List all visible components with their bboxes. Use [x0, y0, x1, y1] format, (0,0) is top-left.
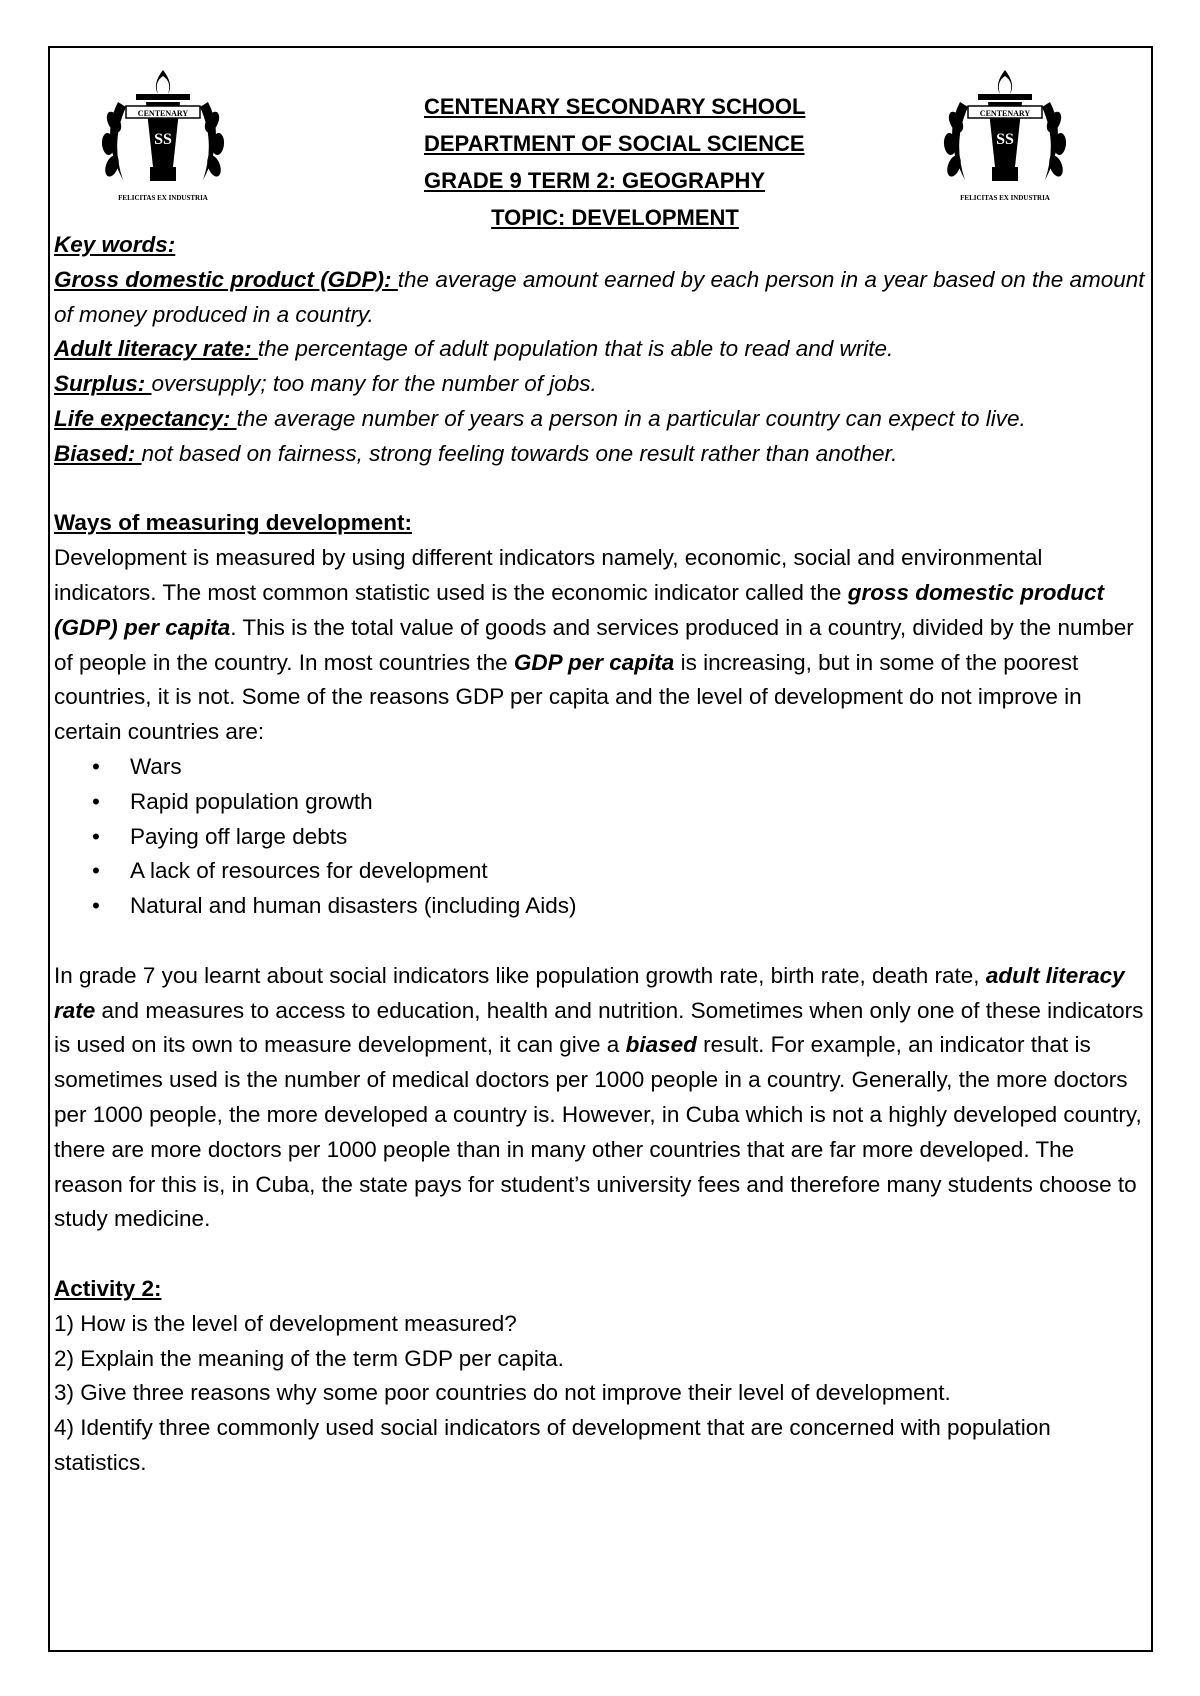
keyword-item: Adult literacy rate: the percentage of adult population that is able to read and write.: [54, 336, 894, 362]
school-crest-icon: [930, 62, 1080, 212]
keyword-item: Surplus: oversupply; too many for the number of jobs.: [54, 371, 597, 397]
document-header: [380, 88, 850, 236]
svg-text:FELICITAS EX INDUSTRIA: FELICITAS EX INDUSTRIA: [118, 194, 208, 202]
measuring-paragraph: Development is measured by using different indicators namely, economic, social and environmental indicators. The most common statistic used is the economic indicator called the gross domestic product (GDP) per capita. This is the total value of goods and services produced in a country, divided by the number of people in the country. In most countries the GDP per capita is increasing, but in some of the poorest countries, it is not. Some of the reasons GDP per capita and the level of development do not improve in certain countries are:: [54, 545, 1134, 745]
keywords-title: Key words:: [54, 232, 176, 257]
activity-title: Activity 2:: [54, 1275, 162, 1301]
keyword-item: Biased: not based on fairness, strong feeling towards one result rather than another.: [54, 440, 898, 466]
svg-text:FELICITAS EX INDUSTRIA: FELICITAS EX INDUSTRIA: [960, 194, 1050, 202]
svg-text:SS: SS: [154, 131, 172, 148]
list-item: • A lack of resources for development: [54, 854, 1146, 889]
topic-title: TOPIC: DEVELOPMENT: [491, 205, 739, 230]
svg-text:CENTENARY: CENTENARY: [979, 109, 1031, 118]
svg-text:SS: SS: [996, 131, 1014, 148]
svg-text:CENTENARY: CENTENARY: [137, 109, 189, 118]
document-body: [54, 228, 1146, 1481]
school-crest-icon: [88, 62, 238, 212]
list-item: • Paying off large debts: [54, 820, 1146, 855]
school-name: CENTENARY SECONDARY SCHOOL: [424, 94, 806, 119]
keyword-item: Life expectancy: the average number of years a person in a particular country can expect to live.: [54, 405, 1026, 431]
list-item: • Wars: [54, 750, 1146, 785]
department-name: DEPARTMENT OF SOCIAL SCIENCE: [424, 131, 805, 156]
keyword-item: Gross domestic product (GDP): the average amount earned by each person in a year based on the amount of money produced in a country.: [54, 266, 1145, 327]
activity-question: 1) How is the level of development measured?: [54, 1310, 517, 1336]
activity-question: 4) Identify three commonly used social indicators of development that are concerned with population statistics.: [54, 1415, 1051, 1475]
activity-question: 3) Give three reasons why some poor countries do not improve their level of development.: [54, 1380, 951, 1406]
list-item: • Natural and human disasters (including Aids): [54, 889, 1146, 924]
list-item: • Rapid population growth: [54, 785, 1146, 820]
activity-question: 2) Explain the meaning of the term GDP per capita.: [54, 1345, 564, 1371]
reasons-list: [54, 750, 1146, 924]
social-indicators-paragraph: In grade 7 you learnt about social indicators like population growth rate, birth rate, death rate, adult literacy rate and measures to access to education, health and nutrition. Sometimes when only one of these indicators is used on its own to measure development, it can give a biased result. For example, an indicator that is sometimes used is the number of medical doctors per 1000 people in a country. Generally, the more doctors per 1000 people, the more developed a country is. However, in Cuba which is not a highly developed country, there are more doctors per 1000 people than in many other countries that are far more developed. The reason for this is, in Cuba, the state pays for student’s university fees and therefore many students choose to study medicine.: [54, 962, 1144, 1232]
measuring-title: Ways of measuring development:: [54, 510, 412, 536]
grade-term: GRADE 9 TERM 2: GEOGRAPHY: [424, 168, 766, 193]
